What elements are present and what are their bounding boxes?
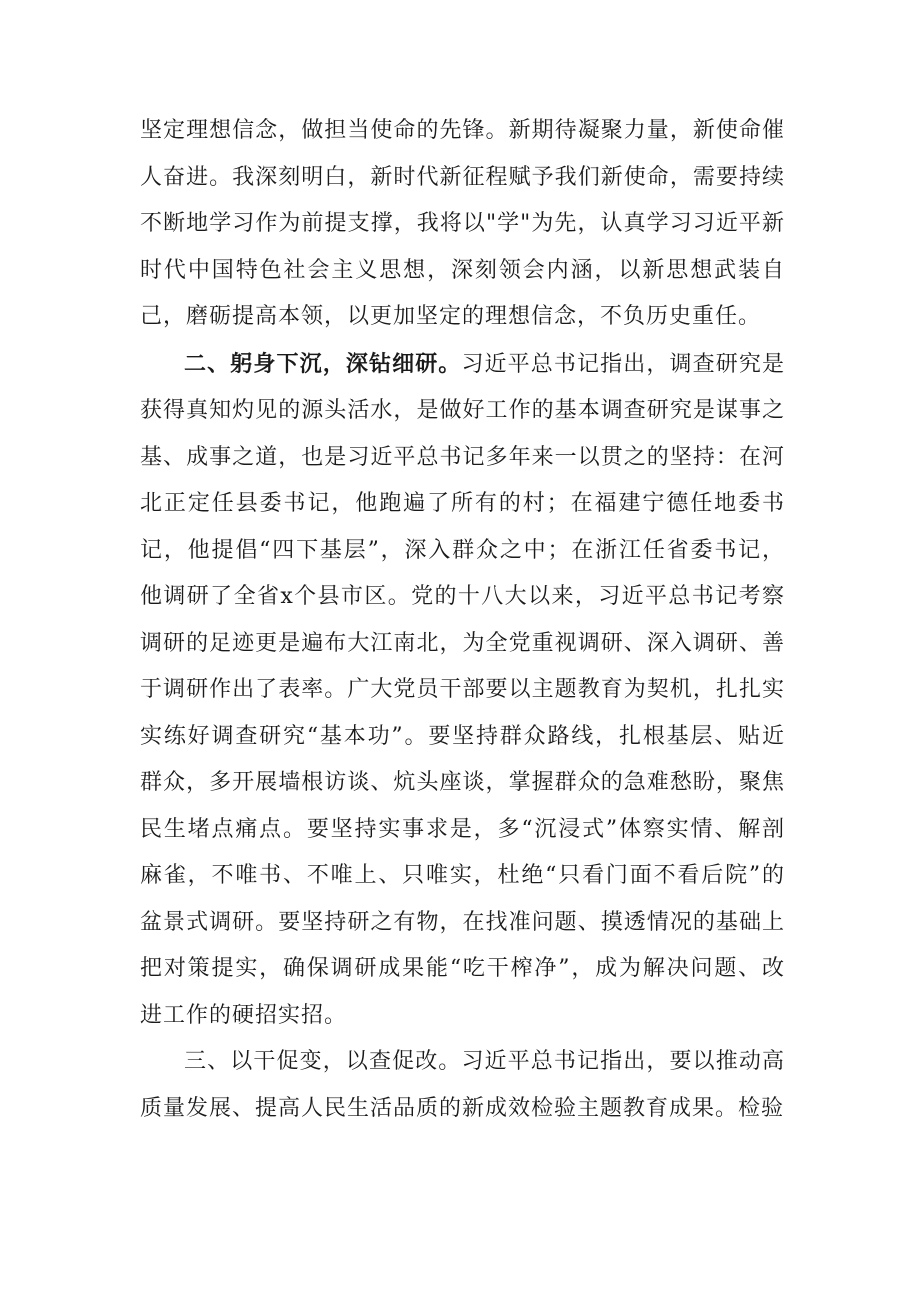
paragraph-1: 坚定理想信念，做担当使命的先锋。新期待凝聚力量，新使命催人奋进。我深刻明白，新时代新征程赋予我们新使命，需要持续不断地学习作为前提支撑，我将以"学"为先，认真学习习近平新时代中国特色社会主义思想，深刻领会内涵，以新思想武装自己，磨砺提高本领，以更加坚定的理想信念，不负历史重任。	[140, 118, 785, 329]
section-3-heading: 三、以干促变，以查促改。	[184, 1049, 462, 1074]
section-3-body: 习近平总书记指出，要以推动高质量发展、提高人民生活品质的新成效检验主题教育成果。检验	[140, 1049, 785, 1121]
section-2-heading: 二、躬身下沉，深钻细研。	[184, 350, 462, 377]
section-2-body: 习近平总书记指出，调查研究是获得真知灼见的源头活水，是做好工作的基本调查研究是谋事之基、成事之道，也是习近平总书记多年来一以贯之的坚持：在河北正定任县委书记，他跑遍了所有的村；在福建宁德任地委书记，他提倡“四下基层”，深入群众之中；在浙江任省委书记，他调研了全省x个县市区。党的十八大以来，习近平总书记考察调研的足迹更是遍布大江南北，为全党重视调研、深入调研、善于调研作出了表率。广大党员干部要以主题教育为契机，扎扎实实练好调查研究“基本功”。要坚持群众路线，扎根基层、贴近群众，多开展墙根访谈、炕头座谈，掌握群众的急难愁盼，聚焦民生堵点痛点。要坚持实事求是，多“沉浸式”体察实情、解剖麻雀，不唯书、不唯上、只唯实，杜绝“只看门面不看后院”的盆景式调研。要坚持研之有物，在找准问题、摸透情况的基础上把对策提实，确保调研成果能“吃干榨净”，成为解决问题、改进工作的硬招实招。	[140, 351, 785, 1028]
document-body	[140, 108, 785, 1132]
paragraph-section-3	[140, 1039, 785, 1132]
paragraph-section-2	[140, 341, 785, 1040]
